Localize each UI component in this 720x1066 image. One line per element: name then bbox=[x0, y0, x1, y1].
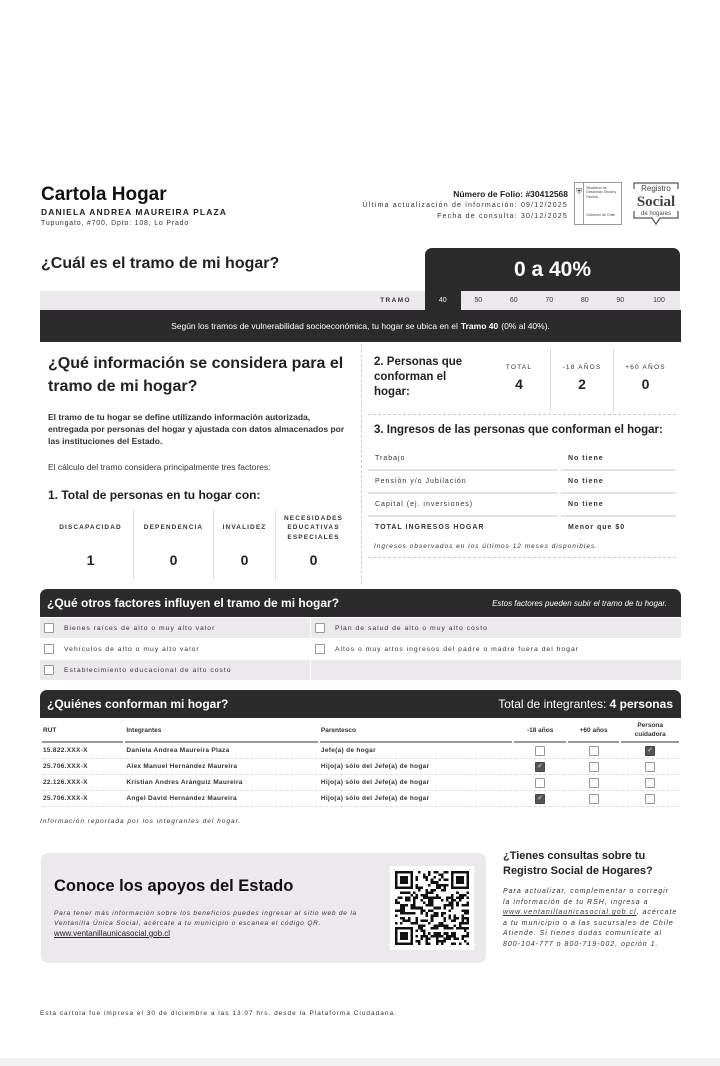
tramo-cell-60: 60 bbox=[509, 297, 518, 304]
owner-name: DANIELA ANDREA MAUREIRA PLAZA bbox=[41, 207, 227, 217]
checkbox-icon bbox=[589, 746, 599, 756]
member-name: Alex Manuel Hernández Maureira bbox=[125, 759, 318, 775]
col-over60: +60 años bbox=[568, 719, 619, 743]
household-total-prefix: Total de integrantes: bbox=[498, 697, 607, 711]
checkbox-checked-icon bbox=[645, 746, 655, 756]
bottom-bar bbox=[0, 1058, 720, 1066]
factor-label: Bienes raíces de alto o muy alto valor bbox=[64, 624, 216, 632]
consult-date: Fecha de consulta: 30/12/2025 bbox=[437, 213, 568, 220]
factor1-heading: 1. Total de personas en tu hogar con: bbox=[48, 488, 261, 502]
factor1-value: 1 bbox=[86, 552, 95, 568]
factor2-total bbox=[488, 348, 551, 412]
info-paragraph: El tramo de tu hogar se define utilizando información autorizada, entregada por personas del hogar y ajustada con datos almacenados por las instituciones del Estado. bbox=[48, 412, 345, 446]
factor-label: Altos o muy altos ingresos del padre o madre fuera del hogar bbox=[335, 645, 579, 653]
member-caregiver bbox=[621, 743, 679, 759]
member-caregiver bbox=[621, 775, 679, 791]
checkbox-checked-icon bbox=[535, 794, 545, 804]
member-over60 bbox=[568, 775, 619, 791]
income-label: Pensión y/o Jubilación bbox=[368, 471, 558, 494]
household-total bbox=[498, 697, 673, 711]
table-row bbox=[42, 791, 679, 807]
checkbox-icon bbox=[589, 778, 599, 788]
checkbox-icon bbox=[44, 665, 54, 675]
member-rut: 15.822.XXX-X bbox=[42, 743, 123, 759]
member-relation: Hijo(a) sólo del Jefe(a) de hogar bbox=[320, 775, 513, 791]
info-factors-intro: El cálculo del tramo considera principalmente tres factores: bbox=[48, 462, 271, 472]
factor2-grid bbox=[488, 348, 677, 412]
checkbox-icon bbox=[535, 746, 545, 756]
tramo-banner-text: Según los tramos de vulnerabilidad socioeconómica, tu hogar se ubica en el bbox=[171, 321, 458, 331]
member-under18 bbox=[514, 743, 565, 759]
rsh-logo-main: Social bbox=[636, 194, 676, 210]
factor3-heading: 3. Ingresos de las personas que conforman el hogar: bbox=[374, 424, 663, 436]
income-value: No tiene bbox=[561, 448, 676, 471]
tramo-banner bbox=[40, 310, 681, 342]
folio-number: Número de Folio: #30412568 bbox=[453, 189, 568, 199]
col-rut: RUT bbox=[42, 719, 123, 743]
factor1-label: NECESIDADES EDUCATIVAS ESPECIALES bbox=[283, 514, 344, 541]
col-parentesco: Parentesco bbox=[320, 719, 513, 743]
section-divider bbox=[361, 344, 362, 584]
checkbox-icon bbox=[315, 623, 325, 633]
factor2-heading: 2. Personas que conforman el hogar: bbox=[374, 356, 463, 398]
info-heading: ¿Qué información se considera para el tramo de mi hogar? bbox=[48, 355, 344, 395]
factor1-dependencia bbox=[134, 510, 214, 580]
factor1-necesidades bbox=[276, 510, 351, 580]
factor-vehiculos bbox=[40, 639, 310, 659]
checkbox-icon bbox=[44, 644, 54, 654]
factor2-label: TOTAL bbox=[505, 364, 533, 371]
member-relation: Hijo(a) sólo del Jefe(a) de hogar bbox=[320, 791, 513, 807]
member-under18 bbox=[514, 759, 565, 775]
income-label: Trabajo bbox=[368, 448, 558, 471]
tramo-cell-50: 50 bbox=[474, 297, 483, 304]
income-row bbox=[368, 471, 676, 494]
factor2-value: 4 bbox=[515, 376, 523, 392]
household-table bbox=[40, 719, 681, 807]
member-rut: 25.706.XXX-X bbox=[42, 759, 123, 775]
qr-code-icon bbox=[390, 866, 474, 950]
checkbox-icon bbox=[589, 762, 599, 772]
factor1-label: DISCAPACIDAD bbox=[59, 524, 122, 532]
divider bbox=[368, 414, 676, 415]
factor1-grid bbox=[48, 510, 353, 580]
divider bbox=[368, 557, 676, 558]
member-over60 bbox=[568, 743, 619, 759]
member-relation: Jefe(a) de hogar bbox=[320, 743, 513, 759]
factor1-label: DEPENDENCIA bbox=[143, 524, 204, 532]
tramo-cell-70: 70 bbox=[545, 297, 554, 304]
member-over60 bbox=[568, 791, 619, 807]
col-under18: -18 años bbox=[514, 719, 565, 743]
chile-crest-icon: ⛨ bbox=[575, 183, 584, 224]
factor-empty bbox=[311, 660, 681, 680]
consultas-heading: ¿Tienes consultas sobre tu Registro Social de Hogares? bbox=[503, 850, 653, 877]
other-factors-header bbox=[40, 589, 681, 617]
tramo-cell-40: 40 bbox=[425, 291, 461, 310]
factor-ingresos-padres bbox=[311, 639, 681, 659]
ministry-logo-footer: Gobierno de Chile bbox=[586, 213, 616, 218]
income-note: Ingresos observados en los últimos 12 meses disponibles. bbox=[374, 543, 599, 550]
other-factors-list bbox=[40, 618, 681, 680]
checkbox-icon bbox=[44, 623, 54, 633]
last-update: Última actualización de información: 09/12/2025 bbox=[362, 202, 568, 209]
member-name: Kristian Andres Aránguiz Maureira bbox=[125, 775, 318, 791]
ministry-logo bbox=[574, 182, 622, 225]
factor-bienes-raices bbox=[40, 618, 310, 638]
tramo-cell-80: 80 bbox=[580, 297, 589, 304]
factor2-over60 bbox=[614, 348, 677, 412]
tramo-result: 0 a 40% bbox=[425, 248, 680, 291]
factor-label: Vehículos de alto o muy alto valor bbox=[64, 645, 200, 653]
factor1-value: 0 bbox=[240, 552, 249, 568]
member-relation: Hijo(a) sólo del Jefe(a) de hogar bbox=[320, 759, 513, 775]
income-total-value: Menor que $0 bbox=[568, 524, 626, 531]
tramo-scale bbox=[40, 291, 680, 310]
registro-social-logo bbox=[630, 181, 682, 227]
member-rut: 25.706.XXX-X bbox=[42, 791, 123, 807]
income-table bbox=[368, 448, 676, 540]
checkbox-icon bbox=[645, 762, 655, 772]
other-factors-subtitle: Estos factores pueden subir el tramo de tu hogar. bbox=[492, 598, 667, 608]
income-row bbox=[368, 448, 676, 471]
factor-establecimiento bbox=[40, 660, 310, 680]
checkbox-checked-icon bbox=[535, 762, 545, 772]
income-row bbox=[368, 494, 676, 517]
member-under18 bbox=[514, 775, 565, 791]
income-total-label: TOTAL INGRESOS HOGAR bbox=[375, 524, 485, 531]
tramo-banner-range: (0% al 40%). bbox=[501, 321, 550, 331]
member-rut: 22.126.XXX-X bbox=[42, 775, 123, 791]
table-row bbox=[42, 743, 679, 759]
member-under18 bbox=[514, 791, 565, 807]
factor-label: Establecimiento educacional de alto costo bbox=[64, 666, 232, 674]
factor2-label: +60 AÑOS bbox=[625, 364, 666, 371]
document-title: Cartola Hogar bbox=[41, 184, 167, 205]
factor-plan-salud bbox=[311, 618, 681, 638]
consultas-text bbox=[503, 887, 678, 950]
table-row bbox=[42, 775, 679, 791]
apoyos-heading: Conoce los apoyos del Estado bbox=[54, 877, 294, 895]
checkbox-icon bbox=[645, 778, 655, 788]
income-label: Capital (ej. inversiones) bbox=[368, 494, 558, 517]
member-over60 bbox=[568, 759, 619, 775]
income-value: No tiene bbox=[561, 471, 676, 494]
checkbox-icon bbox=[589, 794, 599, 804]
ministry-logo-text: Ministerio de Desarrollo Social y Familia bbox=[586, 186, 617, 199]
factor1-discapacidad bbox=[48, 510, 134, 580]
tramo-cell-100: 100 bbox=[653, 297, 665, 304]
other-factors-heading: ¿Qué otros factores influyen el tramo de mi hogar? bbox=[47, 596, 340, 610]
factor1-invalidez bbox=[214, 510, 276, 580]
rsh-logo-bottom: de hogares bbox=[640, 211, 672, 217]
member-name: Daniela Andrea Maureira Plaza bbox=[125, 743, 318, 759]
factor1-value: 0 bbox=[309, 552, 318, 568]
checkbox-icon bbox=[535, 778, 545, 788]
consultas-link[interactable]: www.ventanillaunicasocial.gob.cl bbox=[503, 909, 637, 916]
factor2-value: 2 bbox=[578, 376, 586, 392]
income-value: No tiene bbox=[561, 494, 676, 517]
household-heading: ¿Quiénes conforman mi hogar? bbox=[47, 697, 229, 711]
household-note: Información reportada por los integrantes del hogar. bbox=[40, 818, 242, 825]
member-caregiver bbox=[621, 759, 679, 775]
factor2-label: -18 AÑOS bbox=[562, 364, 602, 371]
checkbox-icon bbox=[315, 644, 325, 654]
income-total-row bbox=[368, 517, 676, 540]
owner-address: Tupungato, #700, Dpto: 108, Lo Prado bbox=[41, 220, 190, 227]
consultas-text-post: , acércate a tu municipio o a las sucursales de Chile Atiende. Si tienes dudas comunícate al 800-104-777 o 800-719-002, opción 1. bbox=[503, 909, 678, 948]
member-name: Angel David Hernández Maureira bbox=[125, 791, 318, 807]
tramo-scale-label: TRAMO bbox=[380, 297, 411, 304]
table-row bbox=[42, 759, 679, 775]
col-integrantes: Integrantes bbox=[125, 719, 318, 743]
household-header bbox=[40, 690, 681, 718]
rsh-logo-top: Registro bbox=[641, 184, 671, 193]
factor2-under18 bbox=[551, 348, 614, 412]
household-total-value: 4 personas bbox=[609, 697, 673, 711]
tramo-cell-90: 90 bbox=[616, 297, 625, 304]
apoyos-text: Para tener más información sobre los beneficios puedes ingresar al sitio web de la Ventanilla Única Social, acércate a tu municipio o escanea el código QR. bbox=[54, 910, 357, 927]
factor1-label: INVALIDEZ bbox=[222, 524, 267, 532]
col-caregiver: Persona cuidadora bbox=[621, 719, 679, 743]
factor-label: Plan de salud de alto o muy alto costo bbox=[335, 624, 488, 632]
member-caregiver bbox=[621, 791, 679, 807]
apoyos-link[interactable]: www.ventanillaunicasocial.gob.cl bbox=[54, 929, 171, 938]
print-footer: Esta cartola fue impresa el 30 de diciembre a las 13:07 hrs. desde la Plataforma Ciudadana. bbox=[40, 1010, 397, 1017]
factor2-value: 0 bbox=[641, 376, 650, 392]
checkbox-icon bbox=[645, 794, 655, 804]
consultas-text-pre: Para actualizar, complementar o corregir la información de tu RSH, ingresa a bbox=[503, 888, 670, 906]
tramo-banner-bold: Tramo 40 bbox=[460, 321, 499, 331]
factor1-value: 0 bbox=[169, 552, 178, 568]
tramo-question: ¿Cuál es el tramo de mi hogar? bbox=[41, 255, 280, 272]
